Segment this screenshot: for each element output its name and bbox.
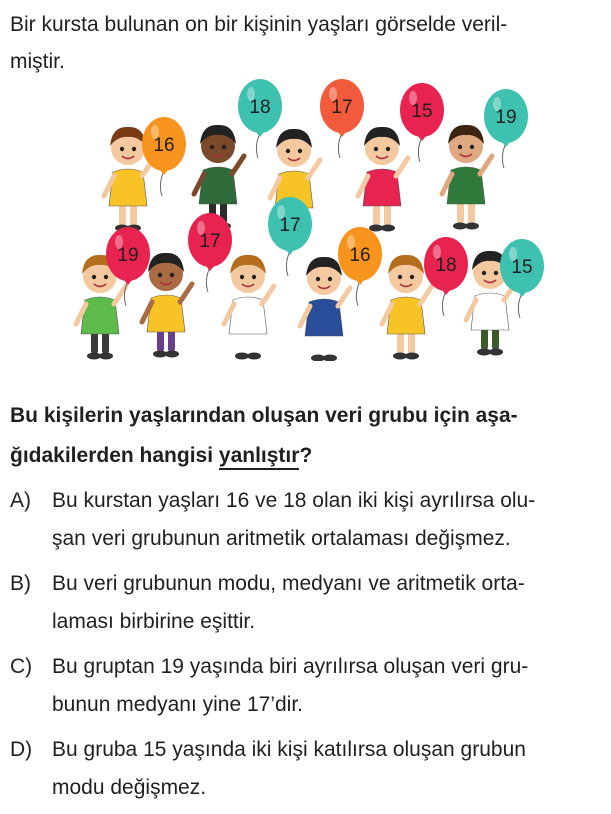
option-a[interactable] — [10, 482, 608, 558]
balloon — [238, 79, 282, 158]
balloon-age-label: 15 — [411, 101, 433, 122]
balloon — [142, 117, 186, 196]
option-text-line-1: Bu gruptan 19 yaşında biri ayrılırsa oluşan veri gru- — [52, 655, 529, 678]
question-line-2-start: ğıdakilerden hangisi — [10, 444, 219, 467]
option-text-line-1: Bu kurstan yaşları 16 ve 18 olan iki kişi ayrılırsa olu- — [52, 489, 536, 512]
balloon-age-label: 16 — [349, 245, 371, 266]
option-letter: B) — [10, 572, 31, 595]
option-text-line-2: şan veri grubunun aritmetik ortalaması değişmez. — [52, 527, 511, 550]
balloon-age-label: 17 — [199, 231, 221, 252]
question-stem — [10, 396, 608, 476]
balloon-age-label: 17 — [279, 215, 301, 236]
option-b[interactable] — [10, 565, 608, 641]
option-text-line-2: modu değişmez. — [52, 776, 207, 799]
intro-line-2: miştir. — [10, 50, 65, 73]
option-text-line-2: bunun medyanı yine 17’dir. — [52, 693, 304, 716]
option-c[interactable] — [10, 648, 608, 724]
balloon — [188, 213, 232, 292]
question-line-1: Bu kişilerin yaşlarından oluşan veri grubu için aşa- — [10, 404, 518, 427]
child-figure — [358, 127, 408, 232]
balloon — [320, 79, 364, 158]
intro-text — [10, 6, 605, 80]
question-underlined-word: yanlıştır — [219, 444, 300, 470]
balloon-age-label: 16 — [153, 135, 175, 156]
child-figure — [442, 125, 492, 230]
balloon-age-label: 19 — [495, 107, 517, 128]
balloon — [268, 197, 312, 276]
child-figure — [194, 125, 244, 230]
child-figure — [382, 255, 432, 360]
balloon-age-label: 18 — [435, 255, 457, 276]
option-d[interactable] — [10, 731, 608, 807]
children-balloons-illustration — [70, 76, 550, 361]
balloon — [400, 83, 444, 162]
child-figure — [224, 255, 274, 360]
answer-options — [10, 482, 608, 814]
balloon-age-label: 18 — [249, 97, 271, 118]
option-text-line-1: Bu veri grubunun modu, medyanı ve aritmetik orta- — [52, 572, 525, 595]
option-letter: A) — [10, 489, 31, 512]
balloon-age-label: 17 — [331, 97, 353, 118]
option-letter: C) — [10, 655, 33, 678]
question-mark: ? — [299, 444, 313, 467]
balloon — [106, 227, 150, 306]
child-figure — [300, 257, 350, 361]
balloon — [424, 237, 468, 316]
balloon-age-label: 19 — [117, 245, 139, 266]
intro-line-1: Bir kursta bulunan on bir kişinin yaşları görselde veril- — [10, 13, 508, 36]
option-letter: D) — [10, 738, 33, 761]
option-text-line-1: Bu gruba 15 yaşında iki kişi katılırsa oluşan grubun — [52, 738, 526, 761]
balloon-age-label: 15 — [511, 257, 533, 278]
option-text-line-2: laması birbirine eşittir. — [52, 610, 256, 633]
balloon — [500, 239, 544, 318]
question-line-2 — [10, 436, 608, 476]
child-figure — [142, 253, 192, 358]
